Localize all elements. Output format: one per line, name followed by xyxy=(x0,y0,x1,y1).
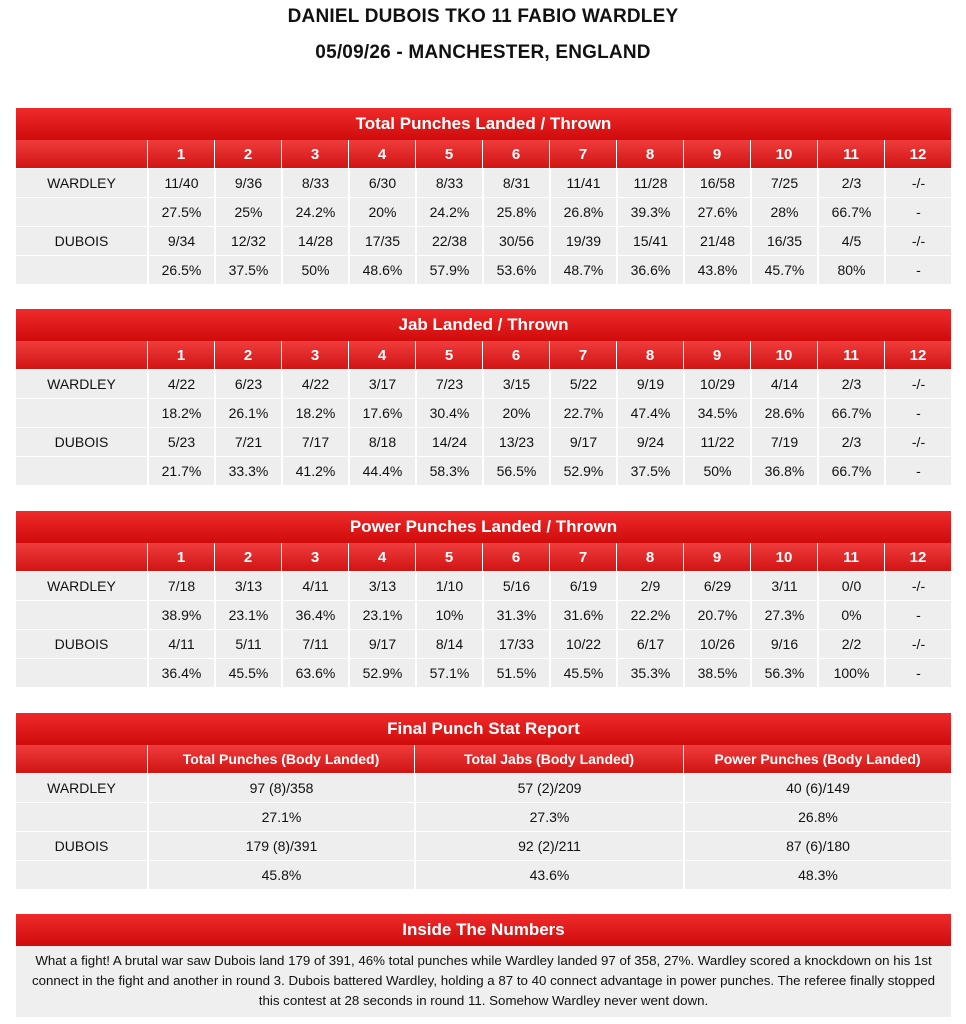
landed-thrown-cell: 6/29 xyxy=(683,571,750,600)
fighter-name-blank xyxy=(16,658,147,687)
round-table xyxy=(16,543,951,687)
round-header: 10 xyxy=(750,341,817,369)
final-table xyxy=(16,745,951,889)
landed-thrown-cell: 3/13 xyxy=(214,571,281,600)
pct-cell: 45.5% xyxy=(214,658,281,687)
pct-cell: 33.3% xyxy=(214,456,281,485)
round-header: 1 xyxy=(147,543,214,571)
pct-cell: 38.5% xyxy=(683,658,750,687)
round-header: 9 xyxy=(683,341,750,369)
landed-thrown-cell: 9/19 xyxy=(616,369,683,398)
pct-cell: 31.3% xyxy=(482,600,549,629)
fighter-name: DUBOIS xyxy=(16,629,147,658)
corner-header xyxy=(16,341,147,369)
round-header: 11 xyxy=(817,140,884,168)
pct-cell: 51.5% xyxy=(482,658,549,687)
pct-cell: 17.6% xyxy=(348,398,415,427)
section-heading: Jab Landed / Thrown xyxy=(16,309,951,341)
pct-cell: 37.5% xyxy=(214,255,281,284)
landed-thrown-cell: 8/33 xyxy=(281,168,348,197)
stat-cell: 87 (6)/180 xyxy=(683,831,951,860)
landed-thrown-cell: -/- xyxy=(884,226,951,255)
pct-cell: - xyxy=(884,456,951,485)
pct-cell: 52.9% xyxy=(549,456,616,485)
round-header: 12 xyxy=(884,543,951,571)
landed-thrown-cell: 7/23 xyxy=(415,369,482,398)
landed-thrown-cell: 8/18 xyxy=(348,427,415,456)
round-header: 3 xyxy=(281,341,348,369)
column-header: Power Punches (Body Landed) xyxy=(683,745,951,773)
pct-cell: 63.6% xyxy=(281,658,348,687)
pct-cell: 21.7% xyxy=(147,456,214,485)
landed-thrown-cell: 30/56 xyxy=(482,226,549,255)
pct-cell: - xyxy=(884,255,951,284)
landed-thrown-cell: 9/36 xyxy=(214,168,281,197)
pct-cell: 66.7% xyxy=(817,398,884,427)
pct-cell: 27.6% xyxy=(683,197,750,226)
stat-cell: 97 (8)/358 xyxy=(147,773,414,802)
pct-cell: 18.2% xyxy=(281,398,348,427)
pct-cell: 47.4% xyxy=(616,398,683,427)
landed-thrown-cell: 6/23 xyxy=(214,369,281,398)
round-header: 10 xyxy=(750,140,817,168)
round-header: 2 xyxy=(214,140,281,168)
fighter-name-blank xyxy=(16,860,147,889)
pct-cell: 66.7% xyxy=(817,197,884,226)
column-header: Total Punches (Body Landed) xyxy=(147,745,414,773)
pct-cell: 27.3% xyxy=(414,802,683,831)
round-header: 1 xyxy=(147,140,214,168)
landed-thrown-cell: 1/10 xyxy=(415,571,482,600)
pct-cell: 39.3% xyxy=(616,197,683,226)
round-header: 8 xyxy=(616,140,683,168)
pct-cell: 56.3% xyxy=(750,658,817,687)
landed-thrown-cell: 2/9 xyxy=(616,571,683,600)
section-heading: Power Punches Landed / Thrown xyxy=(16,511,951,543)
pct-cell: 27.1% xyxy=(147,802,414,831)
pct-cell: 53.6% xyxy=(482,255,549,284)
landed-thrown-cell: 0/0 xyxy=(817,571,884,600)
pct-cell: 45.7% xyxy=(750,255,817,284)
pct-cell: 20% xyxy=(348,197,415,226)
landed-thrown-cell: 16/35 xyxy=(750,226,817,255)
landed-thrown-cell: 6/17 xyxy=(616,629,683,658)
pct-cell: 45.8% xyxy=(147,860,414,889)
power-punches-section xyxy=(16,511,951,687)
pct-cell: 26.8% xyxy=(549,197,616,226)
pct-cell: 100% xyxy=(817,658,884,687)
round-header: 3 xyxy=(281,140,348,168)
fighter-name-blank xyxy=(16,255,147,284)
pct-cell: 22.2% xyxy=(616,600,683,629)
landed-thrown-cell: 10/29 xyxy=(683,369,750,398)
pct-cell: 20% xyxy=(482,398,549,427)
section-heading: Final Punch Stat Report xyxy=(16,713,951,745)
section-heading: Inside The Numbers xyxy=(16,914,951,946)
final-report-section xyxy=(16,713,951,889)
pct-cell: 26.8% xyxy=(683,802,951,831)
pct-cell: 50% xyxy=(683,456,750,485)
landed-thrown-cell: 15/41 xyxy=(616,226,683,255)
summary-text: What a fight! A brutal war saw Dubois land 179 of 391, 46% total punches while Wardley landed 97 of 358, 27%. Wardley scored a knockdown on his 1st connect in the fight and another in round 3. Dubois battered Wardley, holding a 87 to 40 connect advantage in power punches. The referee finally stopped this contest at 28 seconds in round 11. Somehow Wardley never went down. xyxy=(16,946,951,1017)
round-header: 5 xyxy=(415,543,482,571)
landed-thrown-cell: 7/17 xyxy=(281,427,348,456)
landed-thrown-cell: 14/24 xyxy=(415,427,482,456)
landed-thrown-cell: 6/30 xyxy=(348,168,415,197)
landed-thrown-cell: 7/11 xyxy=(281,629,348,658)
round-header: 7 xyxy=(549,543,616,571)
pct-cell: 26.1% xyxy=(214,398,281,427)
round-header: 11 xyxy=(817,341,884,369)
landed-thrown-cell: 17/33 xyxy=(482,629,549,658)
pct-cell: 48.7% xyxy=(549,255,616,284)
fighter-name: DUBOIS xyxy=(16,831,147,860)
landed-thrown-cell: 16/58 xyxy=(683,168,750,197)
fighter-name: DUBOIS xyxy=(16,226,147,255)
pct-cell: - xyxy=(884,658,951,687)
page-subtitle: 05/09/26 - MANCHESTER, ENGLAND xyxy=(315,42,651,63)
round-header: 4 xyxy=(348,341,415,369)
landed-thrown-cell: 8/31 xyxy=(482,168,549,197)
landed-thrown-cell: 11/40 xyxy=(147,168,214,197)
round-header: 8 xyxy=(616,341,683,369)
round-header: 11 xyxy=(817,543,884,571)
pct-cell: 25% xyxy=(214,197,281,226)
landed-thrown-cell: 2/3 xyxy=(817,427,884,456)
landed-thrown-cell: 4/11 xyxy=(281,571,348,600)
landed-thrown-cell: -/- xyxy=(884,571,951,600)
inside-numbers-section xyxy=(16,914,951,1017)
pct-cell: 23.1% xyxy=(214,600,281,629)
pct-cell: 30.4% xyxy=(415,398,482,427)
landed-thrown-cell: 4/5 xyxy=(817,226,884,255)
landed-thrown-cell: 13/23 xyxy=(482,427,549,456)
pct-cell: 56.5% xyxy=(482,456,549,485)
pct-cell: 57.9% xyxy=(415,255,482,284)
round-header: 12 xyxy=(884,341,951,369)
pct-cell: 37.5% xyxy=(616,456,683,485)
landed-thrown-cell: 3/11 xyxy=(750,571,817,600)
pct-cell: 24.2% xyxy=(415,197,482,226)
pct-cell: 27.5% xyxy=(147,197,214,226)
pct-cell: 36.8% xyxy=(750,456,817,485)
jab-section xyxy=(16,309,951,485)
round-header: 4 xyxy=(348,543,415,571)
fighter-name-blank xyxy=(16,600,147,629)
pct-cell: 25.8% xyxy=(482,197,549,226)
section-heading: Total Punches Landed / Thrown xyxy=(16,108,951,140)
round-header: 1 xyxy=(147,341,214,369)
landed-thrown-cell: 9/17 xyxy=(549,427,616,456)
landed-thrown-cell: 4/22 xyxy=(147,369,214,398)
stat-cell: 92 (2)/211 xyxy=(414,831,683,860)
landed-thrown-cell: 3/13 xyxy=(348,571,415,600)
pct-cell: 24.2% xyxy=(281,197,348,226)
landed-thrown-cell: -/- xyxy=(884,168,951,197)
landed-thrown-cell: 7/19 xyxy=(750,427,817,456)
fighter-name: WARDLEY xyxy=(16,168,147,197)
landed-thrown-cell: 17/35 xyxy=(348,226,415,255)
fighter-name-blank xyxy=(16,398,147,427)
round-header: 6 xyxy=(482,140,549,168)
landed-thrown-cell: 2/3 xyxy=(817,369,884,398)
landed-thrown-cell: 11/28 xyxy=(616,168,683,197)
pct-cell: 36.6% xyxy=(616,255,683,284)
landed-thrown-cell: 19/39 xyxy=(549,226,616,255)
pct-cell: 27.3% xyxy=(750,600,817,629)
pct-cell: 52.9% xyxy=(348,658,415,687)
landed-thrown-cell: 5/23 xyxy=(147,427,214,456)
landed-thrown-cell: 12/32 xyxy=(214,226,281,255)
pct-cell: 18.2% xyxy=(147,398,214,427)
pct-cell: 36.4% xyxy=(147,658,214,687)
round-header: 7 xyxy=(549,341,616,369)
pct-cell: 58.3% xyxy=(415,456,482,485)
pct-cell: 10% xyxy=(415,600,482,629)
pct-cell: - xyxy=(884,398,951,427)
landed-thrown-cell: -/- xyxy=(884,369,951,398)
landed-thrown-cell: 4/11 xyxy=(147,629,214,658)
fighter-name-blank xyxy=(16,802,147,831)
landed-thrown-cell: 4/22 xyxy=(281,369,348,398)
stat-cell: 40 (6)/149 xyxy=(683,773,951,802)
landed-thrown-cell: 5/11 xyxy=(214,629,281,658)
pct-cell: 48.6% xyxy=(348,255,415,284)
round-header: 7 xyxy=(549,140,616,168)
pct-cell: 43.6% xyxy=(414,860,683,889)
round-header: 9 xyxy=(683,543,750,571)
pct-cell: 41.2% xyxy=(281,456,348,485)
pct-cell: 44.4% xyxy=(348,456,415,485)
landed-thrown-cell: 8/33 xyxy=(415,168,482,197)
round-header: 12 xyxy=(884,140,951,168)
round-header: 2 xyxy=(214,543,281,571)
pct-cell: 50% xyxy=(281,255,348,284)
landed-thrown-cell: 2/3 xyxy=(817,168,884,197)
landed-thrown-cell: 9/16 xyxy=(750,629,817,658)
fighter-name-blank xyxy=(16,456,147,485)
pct-cell: 22.7% xyxy=(549,398,616,427)
landed-thrown-cell: 7/25 xyxy=(750,168,817,197)
pct-cell: 66.7% xyxy=(817,456,884,485)
pct-cell: 0% xyxy=(817,600,884,629)
pct-cell: 45.5% xyxy=(549,658,616,687)
pct-cell: 48.3% xyxy=(683,860,951,889)
fighter-name: WARDLEY xyxy=(16,369,147,398)
landed-thrown-cell: 7/21 xyxy=(214,427,281,456)
landed-thrown-cell: 6/19 xyxy=(549,571,616,600)
round-header: 10 xyxy=(750,543,817,571)
landed-thrown-cell: 8/14 xyxy=(415,629,482,658)
pct-cell: 38.9% xyxy=(147,600,214,629)
pct-cell: 35.3% xyxy=(616,658,683,687)
landed-thrown-cell: -/- xyxy=(884,629,951,658)
pct-cell: 26.5% xyxy=(147,255,214,284)
page-title: DANIEL DUBOIS TKO 11 FABIO WARDLEY xyxy=(287,6,679,27)
pct-cell: 31.6% xyxy=(549,600,616,629)
round-table xyxy=(16,140,951,284)
pct-cell: 23.1% xyxy=(348,600,415,629)
pct-cell: 57.1% xyxy=(415,658,482,687)
pct-cell: - xyxy=(884,600,951,629)
corner-header xyxy=(16,543,147,571)
fighter-name: WARDLEY xyxy=(16,571,147,600)
pct-cell: 28% xyxy=(750,197,817,226)
round-table xyxy=(16,341,951,485)
stat-cell: 179 (8)/391 xyxy=(147,831,414,860)
landed-thrown-cell: 4/14 xyxy=(750,369,817,398)
fighter-name-blank xyxy=(16,197,147,226)
total-punches-section xyxy=(16,108,951,284)
round-header: 2 xyxy=(214,341,281,369)
landed-thrown-cell: 3/15 xyxy=(482,369,549,398)
landed-thrown-cell: 2/2 xyxy=(817,629,884,658)
pct-cell: 20.7% xyxy=(683,600,750,629)
pct-cell: 34.5% xyxy=(683,398,750,427)
landed-thrown-cell: 14/28 xyxy=(281,226,348,255)
pct-cell: 36.4% xyxy=(281,600,348,629)
landed-thrown-cell: 7/18 xyxy=(147,571,214,600)
corner-header xyxy=(16,140,147,168)
landed-thrown-cell: -/- xyxy=(884,427,951,456)
landed-thrown-cell: 5/16 xyxy=(482,571,549,600)
landed-thrown-cell: 10/22 xyxy=(549,629,616,658)
round-header: 6 xyxy=(482,543,549,571)
pct-cell: 28.6% xyxy=(750,398,817,427)
landed-thrown-cell: 9/24 xyxy=(616,427,683,456)
landed-thrown-cell: 10/26 xyxy=(683,629,750,658)
round-header: 6 xyxy=(482,341,549,369)
round-header: 3 xyxy=(281,543,348,571)
landed-thrown-cell: 9/17 xyxy=(348,629,415,658)
column-header: Total Jabs (Body Landed) xyxy=(414,745,683,773)
landed-thrown-cell: 9/34 xyxy=(147,226,214,255)
fighter-name: DUBOIS xyxy=(16,427,147,456)
pct-cell: 80% xyxy=(817,255,884,284)
landed-thrown-cell: 21/48 xyxy=(683,226,750,255)
corner-header xyxy=(16,745,147,773)
round-header: 8 xyxy=(616,543,683,571)
stat-cell: 57 (2)/209 xyxy=(414,773,683,802)
landed-thrown-cell: 11/22 xyxy=(683,427,750,456)
round-header: 5 xyxy=(415,140,482,168)
fighter-name: WARDLEY xyxy=(16,773,147,802)
pct-cell: 43.8% xyxy=(683,255,750,284)
pct-cell: - xyxy=(884,197,951,226)
round-header: 4 xyxy=(348,140,415,168)
landed-thrown-cell: 11/41 xyxy=(549,168,616,197)
landed-thrown-cell: 22/38 xyxy=(415,226,482,255)
round-header: 9 xyxy=(683,140,750,168)
landed-thrown-cell: 5/22 xyxy=(549,369,616,398)
round-header: 5 xyxy=(415,341,482,369)
landed-thrown-cell: 3/17 xyxy=(348,369,415,398)
